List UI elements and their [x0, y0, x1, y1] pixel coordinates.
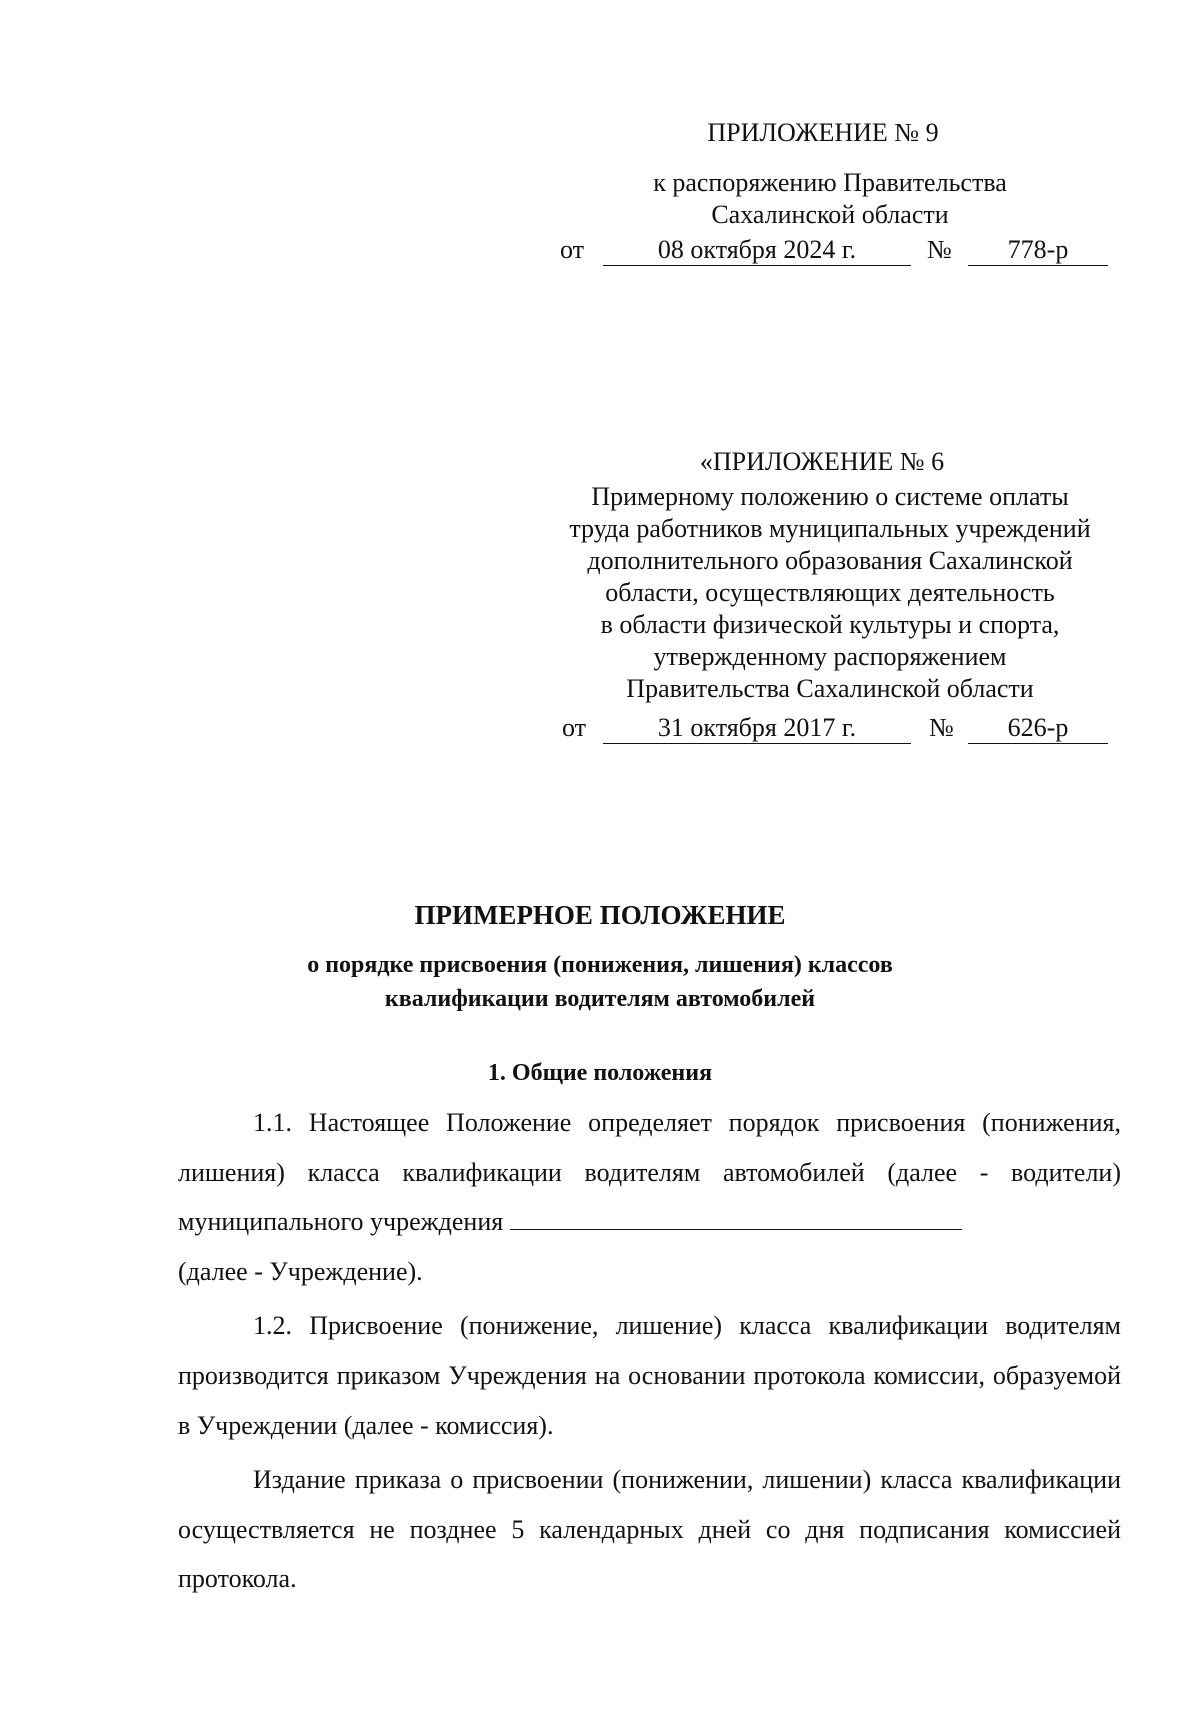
- annex-9-line-1: к распоряжению Правительства: [653, 168, 1007, 197]
- annex-6-line-4: области, осуществляющих деятельность: [605, 578, 1055, 607]
- annex-9-block: [580, 117, 1080, 231]
- body-text: [178, 1098, 1121, 1604]
- annex-6-number-label: №: [929, 713, 954, 742]
- annex-9-line-2: Сахалинской области: [711, 200, 949, 229]
- paragraph-1-1-tail: (далее - Учреждение).: [178, 1256, 423, 1286]
- annex-6-date: 31 октября 2017 г.: [603, 712, 911, 744]
- paragraph-1-1-text: 1.1. Настоящее Положение определяет порядок присвоения (понижения, лишения) класса квалификации водителям автомобилей (далее - водители) муниципального учреждения: [178, 1108, 1121, 1237]
- annex-6-line-6: утвержденному распоряжением: [653, 642, 1007, 671]
- annex-6-from-label: от: [562, 713, 587, 742]
- document-subtitle-line-2: квалификации водителям автомобилей: [384, 986, 816, 1012]
- annex-6-line-7: Правительства Сахалинской области: [626, 674, 1034, 703]
- annex-6-number: 626-р: [968, 712, 1108, 744]
- paragraph-1-2: 1.2. Присвоение (понижение, лишение) класса квалификации водителям производится приказом Учреждения на основании протокола комиссии, образуемой в Учреждении (далее - комиссия).: [178, 1311, 1121, 1440]
- annex-9-number-label: №: [927, 235, 952, 264]
- annex-6-heading: «ПРИЛОЖЕНИЕ № 6: [699, 447, 945, 476]
- annex-9-heading: ПРИЛОЖЕНИЕ № 9: [707, 118, 939, 147]
- annex-9-number: 778-р: [968, 234, 1108, 266]
- annex-6-line-3: дополнительного образования Сахалинской: [587, 546, 1073, 575]
- annex-9-from-label: от: [560, 235, 585, 264]
- annex-6-line-2: труда работников муниципальных учреждений: [569, 514, 1091, 543]
- paragraph-1-3: Издание приказа о присвоении (понижении, лишении) класса квалификации осуществляется не позднее 5 календарных дней со дня подписания комиссией протокола.: [178, 1465, 1121, 1594]
- institution-name-blank: [510, 1203, 962, 1230]
- document-subtitle-line-1: о порядке присвоения (понижения, лишения) классов: [307, 952, 893, 978]
- annex-6-line-5: в области физической культуры и спорта,: [600, 610, 1060, 639]
- document-subtitle: [0, 948, 1200, 1016]
- document-title: ПРИМЕРНОЕ ПОЛОЖЕНИЕ: [414, 900, 786, 930]
- annex-9-date: 08 октября 2024 г.: [603, 234, 911, 266]
- annex-6-block: [520, 446, 1140, 705]
- annex-6-line-1: Примерному положению о системе оплаты: [591, 482, 1069, 511]
- section-1-heading: 1. Общие положения: [487, 1060, 713, 1086]
- paragraph-1-1: [178, 1098, 1121, 1247]
